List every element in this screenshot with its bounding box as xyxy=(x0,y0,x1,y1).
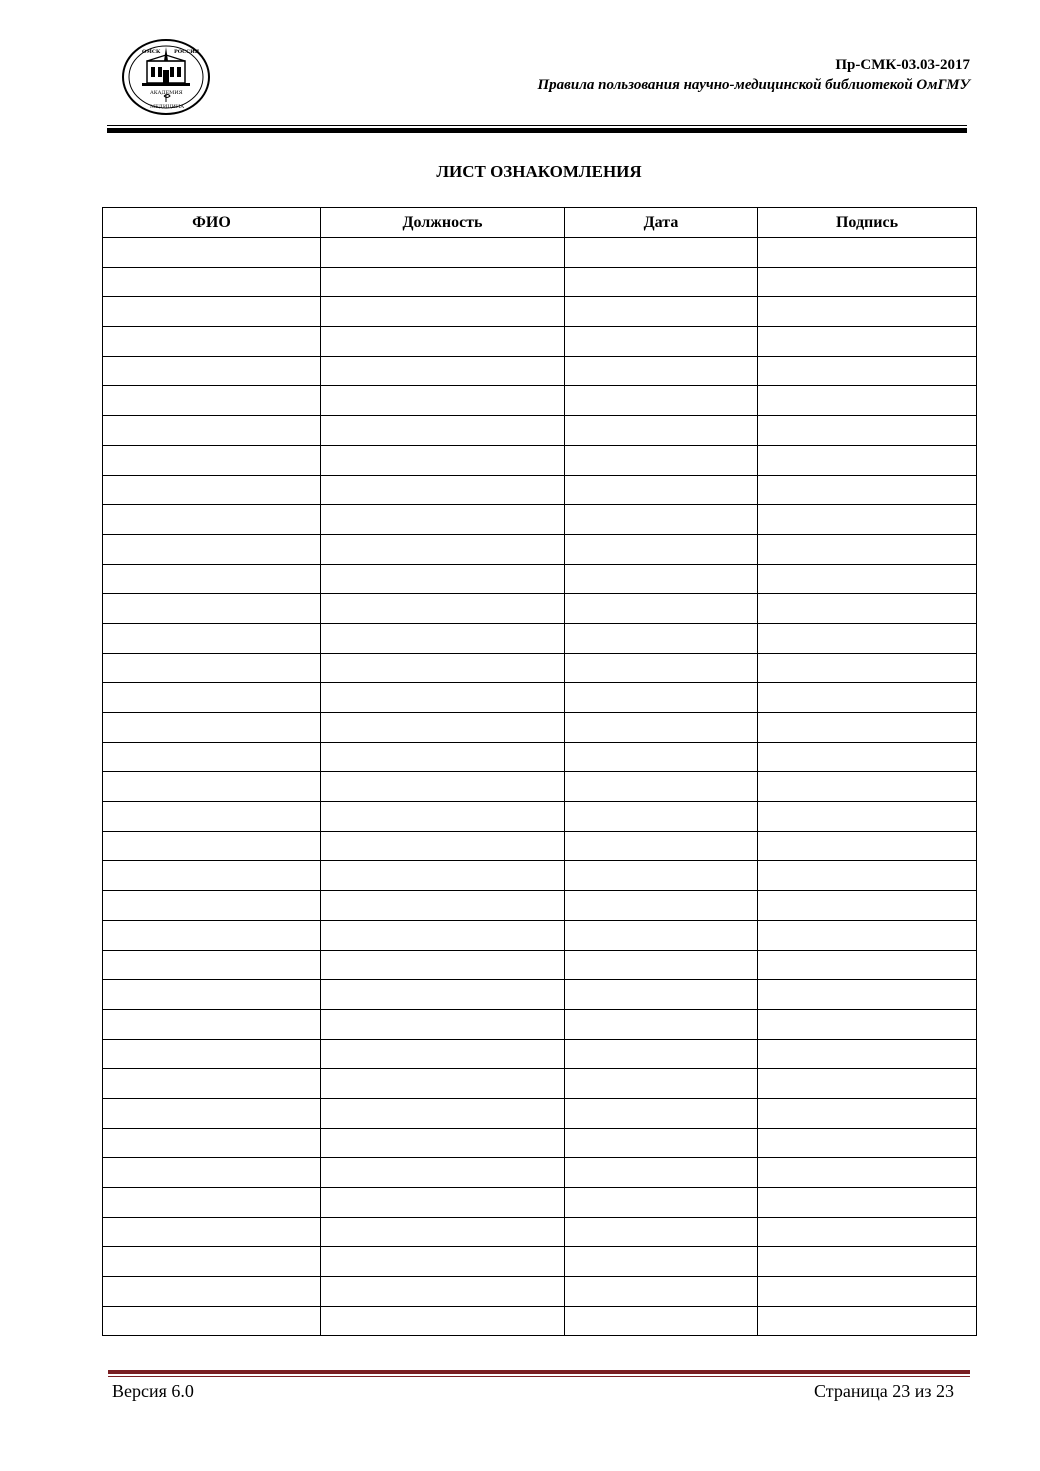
table-cell xyxy=(565,1128,758,1158)
table-row xyxy=(103,534,977,564)
table-row xyxy=(103,742,977,772)
table-cell xyxy=(758,950,977,980)
table-header-row xyxy=(103,208,977,238)
table-cell xyxy=(758,1098,977,1128)
table-row xyxy=(103,238,977,268)
table-row xyxy=(103,505,977,535)
table-cell xyxy=(103,1009,321,1039)
seal-text-middle: АКАДЕМИЯ xyxy=(150,90,183,96)
table-row xyxy=(103,623,977,653)
table-cell xyxy=(321,920,565,950)
table-row xyxy=(103,1098,977,1128)
table-cell xyxy=(758,683,977,713)
table-cell xyxy=(758,653,977,683)
table-cell xyxy=(103,297,321,327)
table-cell xyxy=(758,891,977,921)
table-cell xyxy=(565,1098,758,1128)
table-cell xyxy=(565,1009,758,1039)
table-cell xyxy=(103,1188,321,1218)
table-row xyxy=(103,475,977,505)
seal-text-top-left: ОМСК xyxy=(142,49,161,55)
table-cell xyxy=(103,1277,321,1307)
table-row xyxy=(103,327,977,357)
footer-divider-thick xyxy=(108,1370,970,1374)
table-cell xyxy=(103,683,321,713)
table-cell xyxy=(321,1217,565,1247)
table-cell xyxy=(758,1217,977,1247)
table-cell xyxy=(103,1098,321,1128)
table-cell xyxy=(758,505,977,535)
table-cell xyxy=(565,802,758,832)
table-cell xyxy=(103,475,321,505)
table-cell xyxy=(103,713,321,743)
table-cell xyxy=(103,1306,321,1336)
table-cell xyxy=(565,356,758,386)
table-row xyxy=(103,1247,977,1277)
table-cell xyxy=(321,297,565,327)
table-cell xyxy=(565,713,758,743)
table-row xyxy=(103,267,977,297)
table-cell xyxy=(103,1158,321,1188)
page-number: Страница 23 из 23 xyxy=(814,1381,954,1401)
header-divider-thick xyxy=(107,128,967,133)
table-row xyxy=(103,861,977,891)
table-row xyxy=(103,1039,977,1069)
table-cell xyxy=(758,1188,977,1218)
table-cell xyxy=(758,772,977,802)
table-cell xyxy=(758,297,977,327)
table-cell xyxy=(321,713,565,743)
table-cell xyxy=(103,653,321,683)
table-cell xyxy=(565,891,758,921)
table-cell xyxy=(565,683,758,713)
table-cell xyxy=(103,831,321,861)
table-cell xyxy=(565,267,758,297)
table-cell xyxy=(565,534,758,564)
table-cell xyxy=(321,594,565,624)
column-header-signature: Подпись xyxy=(758,208,977,238)
table-cell xyxy=(321,623,565,653)
table-cell xyxy=(103,772,321,802)
table-cell xyxy=(758,1306,977,1336)
table-cell xyxy=(103,356,321,386)
table-row xyxy=(103,802,977,832)
table-cell xyxy=(565,623,758,653)
table-cell xyxy=(565,327,758,357)
table-row xyxy=(103,386,977,416)
table-cell xyxy=(321,1009,565,1039)
table-row xyxy=(103,1188,977,1218)
table-cell xyxy=(565,416,758,446)
table-cell xyxy=(321,831,565,861)
table-cell xyxy=(758,1009,977,1039)
table-cell xyxy=(103,920,321,950)
table-cell xyxy=(103,238,321,268)
table-cell xyxy=(103,416,321,446)
document-title: Правила пользования научно-медицинской библиотекой ОмГМУ xyxy=(537,77,970,93)
table-cell xyxy=(758,238,977,268)
table-cell xyxy=(758,475,977,505)
table-cell xyxy=(565,861,758,891)
table-cell xyxy=(758,1069,977,1099)
table-cell xyxy=(758,623,977,653)
table-row xyxy=(103,416,977,446)
table-cell xyxy=(103,861,321,891)
table-cell xyxy=(103,802,321,832)
table-cell xyxy=(321,1098,565,1128)
table-cell xyxy=(103,267,321,297)
table-row xyxy=(103,891,977,921)
table-cell xyxy=(565,475,758,505)
table-cell xyxy=(565,1069,758,1099)
table-cell xyxy=(103,1247,321,1277)
acknowledgement-table xyxy=(102,207,977,1336)
table-cell xyxy=(321,950,565,980)
university-seal-logo xyxy=(120,37,212,117)
table-row xyxy=(103,1217,977,1247)
table-cell xyxy=(758,534,977,564)
table-row xyxy=(103,772,977,802)
header-divider-thin xyxy=(107,125,967,126)
table-cell xyxy=(321,1277,565,1307)
table-row xyxy=(103,594,977,624)
table-cell xyxy=(758,327,977,357)
table-row xyxy=(103,1128,977,1158)
table-cell xyxy=(321,683,565,713)
table-cell xyxy=(321,386,565,416)
table-cell xyxy=(565,1277,758,1307)
table-cell xyxy=(321,1306,565,1336)
table-row xyxy=(103,831,977,861)
table-cell xyxy=(103,505,321,535)
table-row xyxy=(103,920,977,950)
table-cell xyxy=(321,356,565,386)
table-cell xyxy=(565,653,758,683)
table-row xyxy=(103,950,977,980)
table-cell xyxy=(565,564,758,594)
table-row xyxy=(103,980,977,1010)
table-cell xyxy=(758,980,977,1010)
table-row xyxy=(103,1069,977,1099)
table-cell xyxy=(103,891,321,921)
version-label: Версия 6.0 xyxy=(112,1381,194,1401)
document-code: Пр-СМК-03.03-2017 xyxy=(835,57,970,73)
table-cell xyxy=(758,564,977,594)
table-cell xyxy=(103,1128,321,1158)
table-cell xyxy=(565,1039,758,1069)
table-cell xyxy=(321,1069,565,1099)
table-cell xyxy=(565,594,758,624)
table-row xyxy=(103,1009,977,1039)
table-cell xyxy=(565,772,758,802)
table-cell xyxy=(103,1039,321,1069)
table-cell xyxy=(103,950,321,980)
table-row xyxy=(103,564,977,594)
table-row xyxy=(103,713,977,743)
table-cell xyxy=(103,1217,321,1247)
table-cell xyxy=(321,861,565,891)
table-cell xyxy=(321,891,565,921)
table-cell xyxy=(758,445,977,475)
table-cell xyxy=(758,267,977,297)
table-cell xyxy=(321,1188,565,1218)
seal-text-top-right: РОССИЯ xyxy=(174,49,200,55)
table-cell xyxy=(758,1039,977,1069)
table-cell xyxy=(758,713,977,743)
table-cell xyxy=(565,950,758,980)
table-row xyxy=(103,297,977,327)
table-row xyxy=(103,683,977,713)
table-cell xyxy=(565,1158,758,1188)
table-cell xyxy=(758,742,977,772)
table-cell xyxy=(103,742,321,772)
table-cell xyxy=(321,505,565,535)
table-body xyxy=(103,238,977,1336)
table-cell xyxy=(565,297,758,327)
table-cell xyxy=(321,534,565,564)
table-cell xyxy=(103,386,321,416)
table-cell xyxy=(565,1217,758,1247)
table-cell xyxy=(758,356,977,386)
table-cell xyxy=(758,920,977,950)
table-row xyxy=(103,1306,977,1336)
table-cell xyxy=(321,653,565,683)
table-cell xyxy=(565,920,758,950)
table-cell xyxy=(321,327,565,357)
table-cell xyxy=(758,1158,977,1188)
table-cell xyxy=(103,534,321,564)
table-cell xyxy=(758,416,977,446)
table-cell xyxy=(321,1128,565,1158)
table-row xyxy=(103,653,977,683)
table-cell xyxy=(321,1158,565,1188)
table-row xyxy=(103,1277,977,1307)
table-cell xyxy=(103,445,321,475)
table-row xyxy=(103,445,977,475)
table-cell xyxy=(758,831,977,861)
table-cell xyxy=(565,505,758,535)
table-cell xyxy=(321,1039,565,1069)
table-cell xyxy=(565,831,758,861)
table-cell xyxy=(321,742,565,772)
column-header-position: Должность xyxy=(321,208,565,238)
table-cell xyxy=(103,1069,321,1099)
table-cell xyxy=(321,267,565,297)
table-cell xyxy=(103,327,321,357)
table-cell xyxy=(565,980,758,1010)
table-cell xyxy=(565,238,758,268)
table-cell xyxy=(758,861,977,891)
table-cell xyxy=(565,1247,758,1277)
seal-text-bottom: МЕДИЦИНА xyxy=(150,104,185,110)
table-cell xyxy=(565,742,758,772)
table-cell xyxy=(565,1188,758,1218)
page-title: ЛИСТ ОЗНАКОМЛЕНИЯ xyxy=(436,162,642,181)
footer-divider-thin xyxy=(108,1376,970,1377)
column-header-name: ФИО xyxy=(103,208,321,238)
table-cell xyxy=(103,594,321,624)
table-row xyxy=(103,356,977,386)
table-cell xyxy=(321,980,565,1010)
table-cell xyxy=(321,1247,565,1277)
table-cell xyxy=(103,623,321,653)
table-cell xyxy=(758,1128,977,1158)
table-cell xyxy=(758,1247,977,1277)
table-cell xyxy=(103,980,321,1010)
table-cell xyxy=(565,1306,758,1336)
table-cell xyxy=(565,386,758,416)
table-cell xyxy=(321,802,565,832)
table-cell xyxy=(321,238,565,268)
table-cell xyxy=(758,594,977,624)
column-header-date: Дата xyxy=(565,208,758,238)
table-cell xyxy=(321,564,565,594)
table-row xyxy=(103,1158,977,1188)
table-cell xyxy=(321,475,565,505)
table-cell xyxy=(321,416,565,446)
table-cell xyxy=(565,445,758,475)
table-cell xyxy=(103,564,321,594)
table-cell xyxy=(321,445,565,475)
table-cell xyxy=(758,386,977,416)
table-cell xyxy=(758,1277,977,1307)
table-cell xyxy=(758,802,977,832)
table-cell xyxy=(321,772,565,802)
